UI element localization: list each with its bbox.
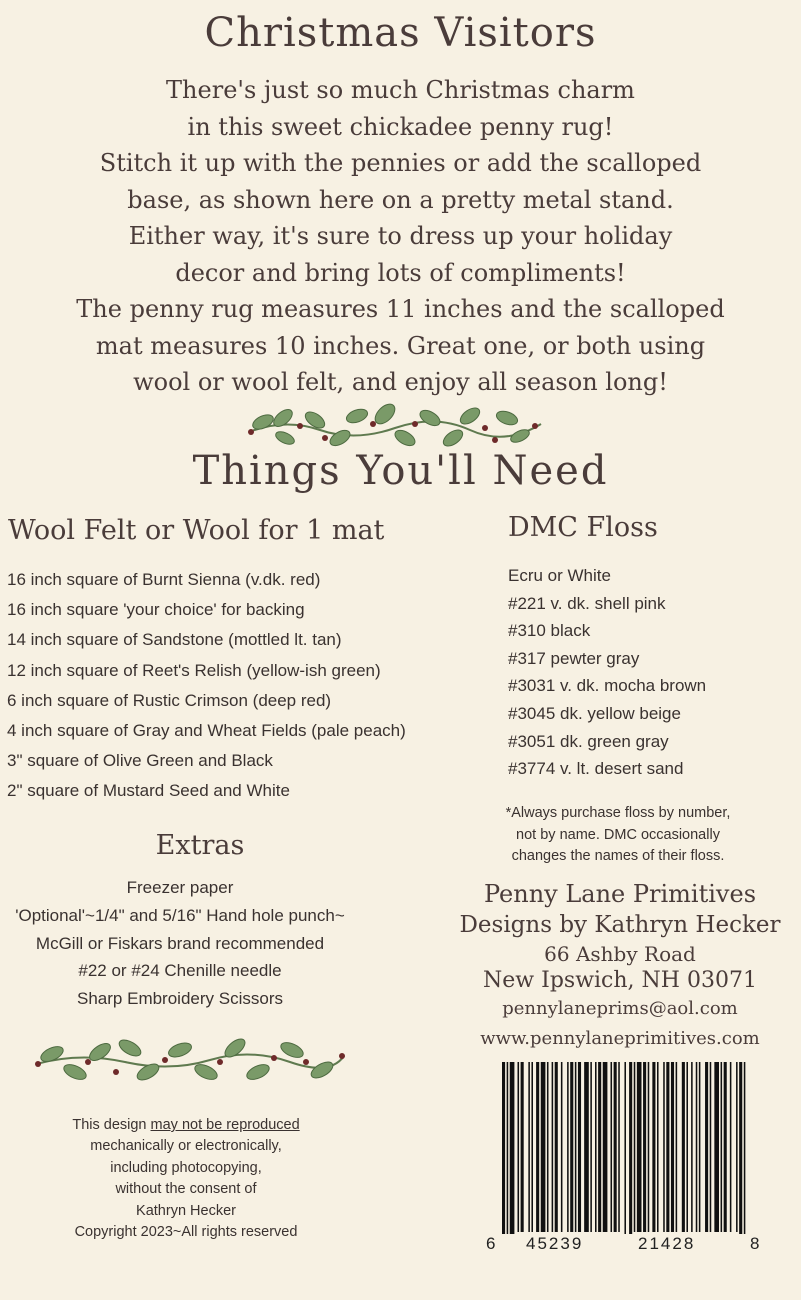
- page-title: Christmas Visitors: [204, 10, 597, 56]
- intro-line: in this sweet chickadee penny rug!: [187, 112, 614, 141]
- list-item: 6 inch square of Rustic Crimson (deep red): [7, 690, 332, 710]
- street-address: 66 Ashby Road: [544, 942, 696, 966]
- barcode-bar: [730, 1062, 732, 1232]
- barcode-bar: [603, 1062, 608, 1232]
- barcode-bar: [578, 1062, 581, 1232]
- list-item: #22 or #24 Chenille needle: [78, 961, 282, 981]
- list-item: McGill or Fiskars brand recommended: [35, 933, 325, 953]
- legal-line: mechanically or electronically,: [90, 1138, 282, 1155]
- wool-list: [7, 565, 406, 807]
- extras-list: [0, 874, 360, 1013]
- list-item: 16 inch square 'your choice' for backing: [7, 600, 305, 620]
- intro-paragraph: [40, 72, 761, 401]
- wool-heading: Wool Felt or Wool for 1 mat: [8, 515, 385, 546]
- barcode-bar: [624, 1062, 626, 1234]
- barcode-bar: [598, 1062, 601, 1232]
- barcode-bar: [736, 1062, 738, 1232]
- list-item: 12 inch square of Reet's Relish (yellow-ish green): [7, 660, 381, 680]
- barcode-bar: [595, 1062, 597, 1232]
- barcode-bar: [666, 1062, 669, 1232]
- barcode-bar: [570, 1062, 573, 1232]
- list-item: 14 inch square of Sandstone (mottled lt. tan): [7, 630, 342, 650]
- legal-line: without the consent of: [115, 1181, 257, 1198]
- list-item: Freezer paper: [126, 878, 234, 897]
- barcode-bar: [547, 1062, 549, 1232]
- list-item: 4 inch square of Gray and Wheat Fields (pale peach): [7, 720, 406, 740]
- floss-note-line: changes the names of their floss.: [511, 848, 725, 864]
- intro-line: mat measures 10 inches. Great one, or both using: [95, 331, 706, 360]
- list-item: 2" square of Mustard Seed and White: [7, 781, 290, 801]
- barcode-bar: [663, 1062, 665, 1232]
- barcode-bar: [507, 1062, 509, 1234]
- legal-line: Kathryn Hecker: [136, 1202, 236, 1219]
- vine-divider-top: [245, 398, 545, 450]
- barcode-bar: [614, 1062, 617, 1232]
- barcode-digit-first: 6: [486, 1234, 496, 1253]
- list-item: #3051 dk. green gray: [508, 731, 669, 751]
- list-item: #310 black: [508, 621, 591, 641]
- list-item: 'Optional'~1/4" and 5/16" Hand hole punch~: [15, 905, 345, 925]
- intro-line: There's just so much Christmas charm: [166, 76, 635, 104]
- dmc-heading: DMC Floss: [508, 512, 658, 543]
- floss-note: [468, 803, 768, 868]
- city-address: New Ipswich, NH 03071: [483, 968, 757, 993]
- barcode-bar: [528, 1062, 530, 1232]
- floss-note-line: not by name. DMC occasionally: [516, 826, 720, 843]
- barcode-bar: [536, 1062, 539, 1232]
- barcode-bar: [518, 1062, 520, 1232]
- intro-line: wool or wool felt, and enjoy all season long!: [133, 368, 668, 396]
- barcode-bar: [648, 1062, 650, 1232]
- legal-line: Copyright 2023~All rights reserved: [74, 1224, 298, 1241]
- website-link[interactable]: www.pennylaneprimitives.com: [480, 1028, 760, 1049]
- barcode-bar: [567, 1062, 569, 1232]
- vine-divider-bottom: [30, 1032, 350, 1090]
- list-item: 3" square of Olive Green and Black: [7, 751, 273, 771]
- list-item: Sharp Embroidery Scissors: [77, 989, 283, 1009]
- barcode-bar: [744, 1062, 746, 1234]
- barcode-bar: [521, 1062, 524, 1232]
- barcode-bar: [686, 1062, 688, 1232]
- barcode-number: [486, 1234, 762, 1256]
- list-item: #3774 v. lt. desert sand: [508, 759, 684, 779]
- barcode-digit-last: 8: [750, 1234, 760, 1253]
- list-item: 16 inch square of Burnt Sienna (v.dk. red): [7, 570, 321, 589]
- barcode-bar: [643, 1062, 646, 1232]
- barcode-bar: [634, 1062, 636, 1232]
- barcode-bar: [676, 1062, 678, 1232]
- barcode-digit-group-right: 21428: [638, 1234, 696, 1253]
- upc-barcode: [502, 1062, 750, 1234]
- intro-line: Stitch it up with the pennies or add the scalloped: [99, 149, 702, 177]
- intro-line: The penny rug measures 11 inches and the scalloped: [76, 295, 725, 323]
- barcode-bar: [502, 1062, 505, 1234]
- barcode-bar: [552, 1062, 554, 1232]
- barcode-bar: [682, 1062, 685, 1232]
- legal-line: [36, 1115, 336, 1136]
- barcode-bar: [541, 1062, 546, 1232]
- intro-line: decor and bring lots of compliments!: [175, 258, 626, 287]
- barcode-bar: [531, 1062, 533, 1232]
- barcode-bar: [618, 1062, 620, 1232]
- list-item: #221 v. dk. shell pink: [508, 593, 666, 613]
- legal-prefix: This design: [72, 1117, 151, 1133]
- barcode-bar: [652, 1062, 655, 1232]
- dmc-list: [508, 562, 706, 783]
- barcode-bar: [575, 1062, 577, 1232]
- barcode-bar: [611, 1062, 613, 1232]
- extras-heading: Extras: [155, 830, 245, 861]
- list-item: #3045 dk. yellow beige: [508, 703, 681, 723]
- barcode-bar: [705, 1062, 708, 1232]
- email-link[interactable]: pennylaneprims@aol.com: [502, 998, 738, 1019]
- list-item: #317 pewter gray: [508, 648, 640, 668]
- barcode-bar: [721, 1062, 723, 1232]
- legal-line: including photocopying,: [110, 1159, 262, 1176]
- barcode-bar: [637, 1062, 642, 1232]
- barcode-bar: [699, 1062, 701, 1232]
- barcode-bar: [724, 1062, 727, 1232]
- barcode-bar: [710, 1062, 712, 1232]
- barcode-digit-group-left: 45239: [526, 1234, 584, 1253]
- list-item: Ecru or White: [508, 566, 611, 585]
- barcode-bar: [590, 1062, 592, 1232]
- barcode-bar: [691, 1062, 693, 1232]
- things-needed-heading: Things You'll Need: [192, 448, 609, 494]
- barcode-bar: [657, 1062, 659, 1232]
- barcode-bar: [629, 1062, 632, 1234]
- legal-underlined: may not be reproduced: [150, 1117, 300, 1133]
- intro-line: Either way, it's sure to dress up your holiday: [128, 222, 673, 250]
- barcode-bar: [696, 1062, 698, 1232]
- barcode-bar: [510, 1062, 515, 1234]
- barcode-bar: [555, 1062, 558, 1232]
- copyright-notice: [36, 1115, 336, 1243]
- barcode-bar: [739, 1062, 742, 1234]
- barcode-bar: [584, 1062, 589, 1232]
- designer-name: Designs by Kathryn Hecker: [459, 912, 781, 938]
- company-name: Penny Lane Primitives: [483, 880, 757, 908]
- barcode-bar: [561, 1062, 563, 1232]
- floss-note-line: *Always purchase floss by number,: [505, 805, 731, 821]
- barcode-bar: [714, 1062, 719, 1232]
- list-item: #3031 v. dk. mocha brown: [508, 676, 707, 696]
- intro-line: base, as shown here on a pretty metal stand.: [127, 185, 674, 214]
- barcode-bar: [671, 1062, 674, 1232]
